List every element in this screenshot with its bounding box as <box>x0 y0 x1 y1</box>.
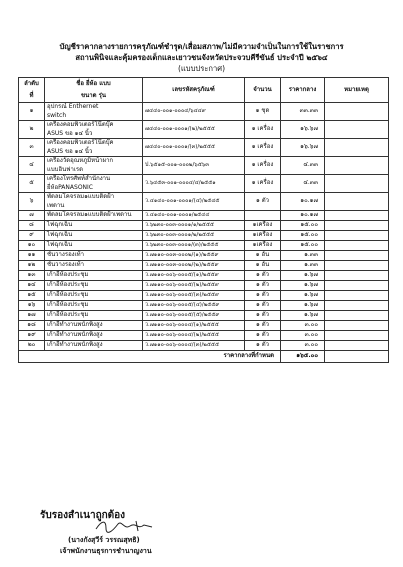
col-code-header: เลขรหัสครุภัณฑ์ <box>143 78 245 103</box>
remark <box>325 241 389 251</box>
item-name-line: ชั้นวางรองเท้า <box>47 261 84 269</box>
asset-code: ว.๗๑๑๐-๐๐๖-๐๐๐๔/(๓)/๒๕๕๕ <box>143 341 245 351</box>
quantity: ๑ ตัว <box>245 193 281 211</box>
item-name <box>45 251 143 261</box>
quantity: ๑ ตัว <box>245 321 281 331</box>
remark <box>325 301 389 311</box>
reference-price: ๑๕.๐๐ <box>281 221 325 231</box>
row-number: ๙ <box>19 231 45 241</box>
row-number: ๑๕ <box>19 291 45 301</box>
document-title: บัญชีราคากลางรายการครุภัณฑ์ชำรุด/เสื่อมสภาพ/ไม่มีความจำเป็นในการใช้ในราชการ <box>59 42 344 51</box>
row-number: ๑ <box>19 103 45 121</box>
item-name <box>45 121 143 139</box>
remark <box>325 157 389 175</box>
remark <box>325 121 389 139</box>
item-name <box>45 261 143 271</box>
signer-position: เจ้าพนักงานธุรการชำนาญงาน <box>60 547 152 555</box>
quantity: ๑ อัน <box>245 261 281 271</box>
col-no-header-2: ที่ <box>19 90 45 103</box>
reference-price: ๓๓.๓๓ <box>281 103 325 121</box>
row-number: ๖ <box>19 193 45 211</box>
item-name-line: เก้าอี้ทำงานพนักพิงสูง <box>47 341 103 349</box>
row-number: ๑๗ <box>19 311 45 321</box>
certify-copy-label: รับรองสำเนาถูกต้อง <box>40 510 126 521</box>
reference-price: ๔.๓๓ <box>281 175 325 193</box>
quantity: ๑ ตัว <box>245 271 281 281</box>
item-name-line: เครื่องวัดอุณหภูมิหน้าผาก <box>47 157 114 165</box>
remark <box>325 139 389 157</box>
asset-price-table <box>18 77 389 363</box>
item-name-line: ไฟฉุกเฉิน <box>47 241 73 249</box>
remark <box>325 311 389 321</box>
item-name-line: switch <box>47 111 67 119</box>
signature-icon <box>92 518 162 534</box>
item-name-line: ASUS ขอ ๑๔ นิ้ว <box>47 129 93 137</box>
remark <box>325 271 389 281</box>
remark <box>325 281 389 291</box>
item-name-line: ASUS ขอ ๑๔ นิ้ว <box>47 147 93 155</box>
item-name-line: พัดลมโคจรลม๑แบบติดฝ้าเพดาน <box>47 211 132 219</box>
table-row <box>19 103 389 121</box>
row-number: ๑๘ <box>19 321 45 331</box>
item-name-line: เก้าอี้ทำงานพนักพิงสูง <box>47 331 103 339</box>
remark <box>325 193 389 211</box>
item-name <box>45 291 143 301</box>
asset-code: ว.๗๑๑๐-๐๐๓-๐๐๐๒/(๑)/๒๕๕๙ <box>143 251 245 261</box>
item-name-line: เครื่องโทรศัพท์สำนักงาน <box>47 175 111 183</box>
item-name-line: เพดาน <box>47 201 65 209</box>
reference-price: ๑.๖๗ <box>281 271 325 281</box>
item-name <box>45 231 143 241</box>
asset-code: ว.๖๔๕๓-๐๐๑-๐๐๐๔/๔/๒๕๕๑ <box>143 175 245 193</box>
row-number: ๒ <box>19 121 45 139</box>
asset-code: ว.๗๑๑๐-๐๐๖-๐๐๐๔/(๑)/๒๕๕๕ <box>143 321 245 331</box>
item-name-line: เก้าอี้ห้องประชุม <box>47 301 89 309</box>
item-name-line: แบบอินฟาเรด <box>47 165 83 173</box>
reference-price: ๑๕.๐๐ <box>281 231 325 241</box>
asset-code: ๗๔๔๐-๐๐๑-๐๐๐๑/(๓)/๒๕๕๕ <box>143 139 245 157</box>
row-number: ๑๐ <box>19 241 45 251</box>
item-name-line: เก้าอี้ห้องประชุม <box>47 291 89 299</box>
quantity: ๑ เครื่อง <box>245 139 281 157</box>
table-row <box>19 261 389 271</box>
reference-price: ๔.๓๓ <box>281 157 325 175</box>
asset-code: ว.๗๑๑๐-๐๐๖-๐๐๐๕/(๑)/๒๕๕๙ <box>143 271 245 281</box>
item-name <box>45 301 143 311</box>
asset-code: ว.๔๑๔๐-๐๐๑-๐๐๐๑/๒๕๔๔ <box>143 211 245 221</box>
asset-code: ว.๗๑๑๐-๐๐๖-๐๐๐๕/(๓)/๒๕๕๙ <box>143 291 245 301</box>
col-price-header: ราคากลาง <box>281 78 325 103</box>
row-number: ๑๙ <box>19 331 45 341</box>
table-row <box>19 241 389 251</box>
row-number: ๔ <box>19 157 45 175</box>
table-row <box>19 157 389 175</box>
item-name <box>45 311 143 321</box>
reference-price: ๑.๖๗ <box>281 301 325 311</box>
quantity: ๑ ตัว <box>245 311 281 321</box>
item-name-line: เก้าอี้ห้องประชุม <box>47 271 89 279</box>
asset-code: ป.๖๕๑๕-๐๐๑-๐๐๐๒/๖๕๖๓ <box>143 157 245 175</box>
row-number: ๑๖ <box>19 301 45 311</box>
total-row <box>19 351 389 363</box>
document-subtitle: สถานพินิจและคุ้มครองเด็กและเยาวชนจังหวัดประจวบคีรีขันธ์ ประจำปี ๒๕๖๔ <box>75 53 328 62</box>
item-name <box>45 193 143 211</box>
table-body <box>19 103 389 351</box>
asset-code: ว.๗๑๑๐-๐๐๖-๐๐๐๕/(๒)/๒๕๕๙ <box>143 281 245 291</box>
asset-code: ว.๖๒๓๐-๐๐๓-๐๐๐๑/๑/๒๕๕๕ <box>143 221 245 231</box>
reference-price: ๓.๐๐ <box>281 321 325 331</box>
item-name <box>45 341 143 351</box>
table-row <box>19 121 389 139</box>
asset-code: ว.๔๑๔๐-๐๐๑-๐๐๐๑/(๔)/๒๕๔๕ <box>143 193 245 211</box>
col-note-header: หมายเหตุ <box>325 78 389 103</box>
asset-code: ว.๖๒๓๐-๐๐๓-๐๐๐๑/๒/๒๕๕๕ <box>143 231 245 241</box>
quantity: ๑ ตัว <box>245 301 281 311</box>
quantity: ๑ ตัว <box>245 291 281 301</box>
item-name <box>45 331 143 341</box>
asset-code: ว.๗๑๑๐-๐๐๖-๐๐๐๕/(๕)/๒๕๕๙ <box>143 311 245 321</box>
table-row <box>19 211 389 221</box>
row-number: ๗ <box>19 211 45 221</box>
item-name <box>45 321 143 331</box>
remark <box>325 231 389 241</box>
item-name <box>45 139 143 157</box>
table-row <box>19 291 389 301</box>
row-number: ๓ <box>19 139 45 157</box>
quantity: ๑ เครื่อง <box>245 157 281 175</box>
reference-price: ๓.๐๐ <box>281 331 325 341</box>
total-label: ราคากลางที่กำหนด <box>19 351 281 363</box>
col-name-header: ชื่อ ยี่ห้อ แบบ <box>45 78 143 91</box>
reference-price: ๑.๖๗ <box>281 311 325 321</box>
reference-price: ๑๖.๖๗ <box>281 139 325 157</box>
quantity: ๑ ชุด <box>245 103 281 121</box>
item-name <box>45 221 143 231</box>
item-name-line: เครื่องคอมพิวเตอร์โน๊ตบุ๊ค <box>47 121 114 129</box>
table-row <box>19 175 389 193</box>
row-number: ๘ <box>19 221 45 231</box>
table-row <box>19 281 389 291</box>
remark <box>325 331 389 341</box>
remark <box>325 221 389 231</box>
quantity: ๑ ตัว <box>245 281 281 291</box>
item-name-line: ไฟฉุกเฉิน <box>47 231 73 239</box>
row-number: ๑๓ <box>19 271 45 281</box>
col-qty-header: จำนวน <box>245 78 281 103</box>
asset-code: ว.๖๒๓๐-๐๐๓-๐๐๐๑/(๓)/๒๕๕๕ <box>143 241 245 251</box>
quantity <box>245 211 281 221</box>
col-no-header: ลำดับ <box>19 78 45 91</box>
table-row <box>19 193 389 211</box>
table-row <box>19 271 389 281</box>
reference-price: ๑.๖๗ <box>281 281 325 291</box>
row-number: ๕ <box>19 175 45 193</box>
table-row <box>19 321 389 331</box>
asset-code: ว.๗๑๑๐-๐๐๖-๐๐๐๔/(๒)/๒๕๕๕ <box>143 331 245 341</box>
remark <box>325 175 389 193</box>
table-header-row <box>19 78 389 91</box>
item-name <box>45 157 143 175</box>
asset-code: ว.๗๑๑๐-๐๐๓-๐๐๐๒/(๒)/๒๕๕๙ <box>143 261 245 271</box>
reference-price: ๑๐.๑๗ <box>281 193 325 211</box>
row-number: ๑๑ <box>19 251 45 261</box>
table-row <box>19 139 389 157</box>
remark <box>325 103 389 121</box>
item-name-line: ชั้นวางรองเท้า <box>47 251 84 259</box>
quantity: ๑ เครื่อง <box>245 121 281 139</box>
asset-code: ว.๗๑๑๐-๐๐๖-๐๐๐๕/(๔)/๒๕๕๙ <box>143 301 245 311</box>
item-name-line: อุปกรณ์ Enthernet <box>47 103 99 111</box>
remark <box>325 321 389 331</box>
item-name <box>45 211 143 221</box>
item-name-line: ไฟฉุกเฉิน <box>47 221 73 229</box>
quantity: ๑ ตัว <box>245 331 281 341</box>
reference-price: ๓.๐๐ <box>281 341 325 351</box>
table-row <box>19 311 389 321</box>
item-name-line: เก้าอี้ห้องประชุม <box>47 281 89 289</box>
quantity: ๑ อัน <box>245 251 281 261</box>
total-value: ๑๖๕.๐๐ <box>281 351 325 363</box>
asset-code: ๗๔๔๐-๐๐๑-๐๐๐๔/๖๔๔๙ <box>143 103 245 121</box>
reference-price: ๑.๖๗ <box>281 291 325 301</box>
item-name <box>45 241 143 251</box>
quantity: ๑ เครื่อง <box>245 175 281 193</box>
quantity: ๑เครื่อง <box>245 221 281 231</box>
item-name <box>45 175 143 193</box>
remark <box>325 291 389 301</box>
col-name-header-2: ขนาด รุ่น <box>45 90 143 103</box>
row-number: ๒๐ <box>19 341 45 351</box>
item-name-line: เก้าอี้ห้องประชุม <box>47 311 89 319</box>
item-name <box>45 103 143 121</box>
table-row <box>19 331 389 341</box>
item-name-line: เครื่องคอมพิวเตอร์โน๊ตบุ๊ค <box>47 139 114 147</box>
quantity: ๑เครื่อง <box>245 231 281 241</box>
row-number: ๑๔ <box>19 281 45 291</box>
reference-price: ๑.๓๓ <box>281 261 325 271</box>
quantity: ๑ ตัว <box>245 341 281 351</box>
reference-price: ๑๖.๖๗ <box>281 121 325 139</box>
remark <box>325 251 389 261</box>
item-name <box>45 281 143 291</box>
announcement-type: (แบบประกาศ) <box>177 64 226 73</box>
signer-name: (นางกังสุวีร์ วรรณสุทธิ) <box>68 536 140 544</box>
quantity: ๑เครื่อง <box>245 241 281 251</box>
item-name <box>45 271 143 281</box>
reference-price: ๑๕.๐๐ <box>281 241 325 251</box>
table-row <box>19 341 389 351</box>
remark <box>325 261 389 271</box>
remark <box>325 341 389 351</box>
total-note <box>325 351 389 363</box>
table-row <box>19 221 389 231</box>
row-number: ๑๒ <box>19 261 45 271</box>
table-row <box>19 231 389 241</box>
remark <box>325 211 389 221</box>
item-name-line: พัดลมโคจรลม๑แบบติดฝ้า <box>47 193 115 201</box>
reference-price: ๑.๓๓ <box>281 251 325 261</box>
reference-price: ๑๐.๑๗ <box>281 211 325 221</box>
table-row <box>19 251 389 261</box>
item-name-line: เก้าอี้ทำงานพนักพิงสูง <box>47 321 103 329</box>
table-row <box>19 301 389 311</box>
asset-code: ๗๔๔๐-๐๐๑-๐๐๐๑/(๒)/๒๕๕๕ <box>143 121 245 139</box>
item-name-line: ยี่ห้อPANASONIC <box>47 183 93 191</box>
